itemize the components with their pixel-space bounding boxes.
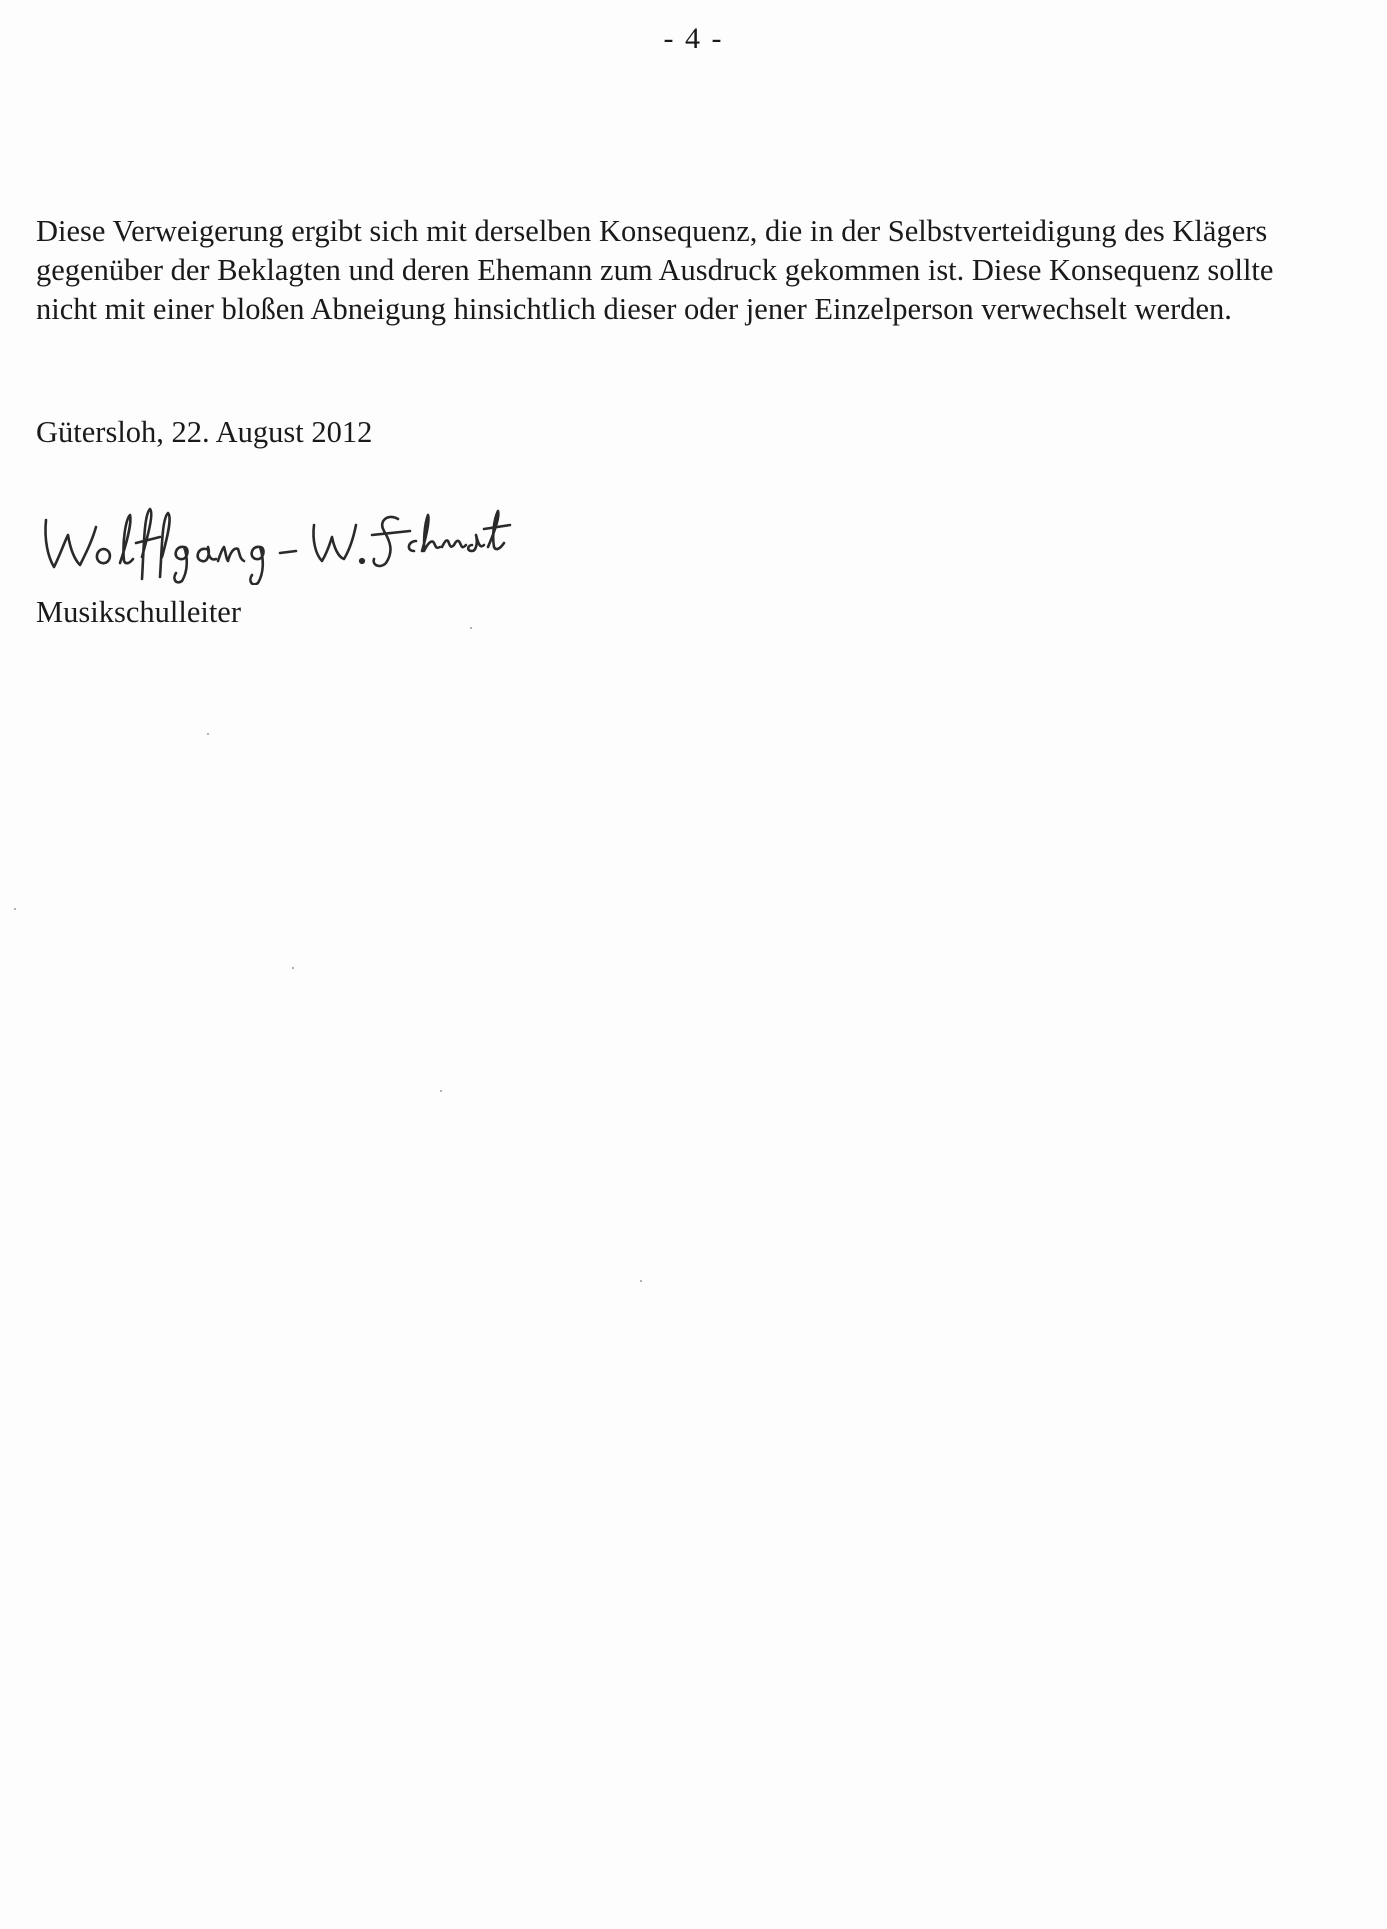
paragraph-line: Diese Verweigerung ergibt sich mit derselben Konsequenz, die in der Selbstverteidigung des Klägers — [36, 214, 1268, 248]
scan-speck — [207, 733, 209, 735]
body-paragraph — [36, 212, 1354, 329]
paragraph-line: nicht mit einer bloßen Abneigung hinsichtlich dieser oder jener Einzelperson verwechselt werden. — [36, 292, 1232, 326]
signatory-role: Musikschulleiter — [36, 595, 241, 629]
scan-speck — [292, 967, 294, 969]
handwritten-signature — [38, 485, 528, 585]
paragraph-line: gegenüber der Beklagten und deren Ehemann zum Ausdruck gekommen ist. Diese Konsequenz sollte — [36, 253, 1274, 287]
scan-speck — [440, 1090, 442, 1092]
scan-speck — [14, 908, 16, 910]
page-number: - 4 - — [663, 22, 724, 55]
place-and-date: Gütersloh, 22. August 2012 — [36, 415, 373, 449]
scan-speck — [470, 627, 472, 629]
signature-image — [38, 485, 528, 585]
scan-speck — [640, 1280, 642, 1282]
